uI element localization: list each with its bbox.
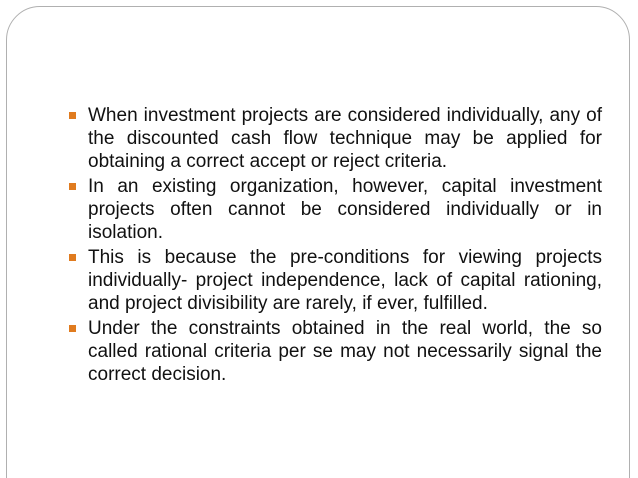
bullet-text: In an existing organization, however, capital investment projects often cannot be considered individually or in isolation. xyxy=(88,176,602,243)
bullet-text: Under the constraints obtained in the real world, the so called rational criteria per se may not necessarily signal the correct decision. xyxy=(88,318,602,385)
square-bullet-icon xyxy=(69,325,76,332)
bullet-item xyxy=(66,246,602,315)
bullet-list xyxy=(66,104,602,388)
bullet-item xyxy=(66,317,602,386)
bullet-text: This is because the pre-conditions for viewing projects individually- project independence, lack of capital rationing, and project divisibility are rarely, if ever, fulfilled. xyxy=(88,247,602,314)
bullet-item xyxy=(66,104,602,173)
bullet-item xyxy=(66,175,602,244)
bullet-text: When investment projects are considered individually, any of the discounted cash flow technique may be applied for obtaining a correct accept or reject criteria. xyxy=(88,105,602,172)
square-bullet-icon xyxy=(69,254,76,261)
square-bullet-icon xyxy=(69,112,76,119)
square-bullet-icon xyxy=(69,183,76,190)
